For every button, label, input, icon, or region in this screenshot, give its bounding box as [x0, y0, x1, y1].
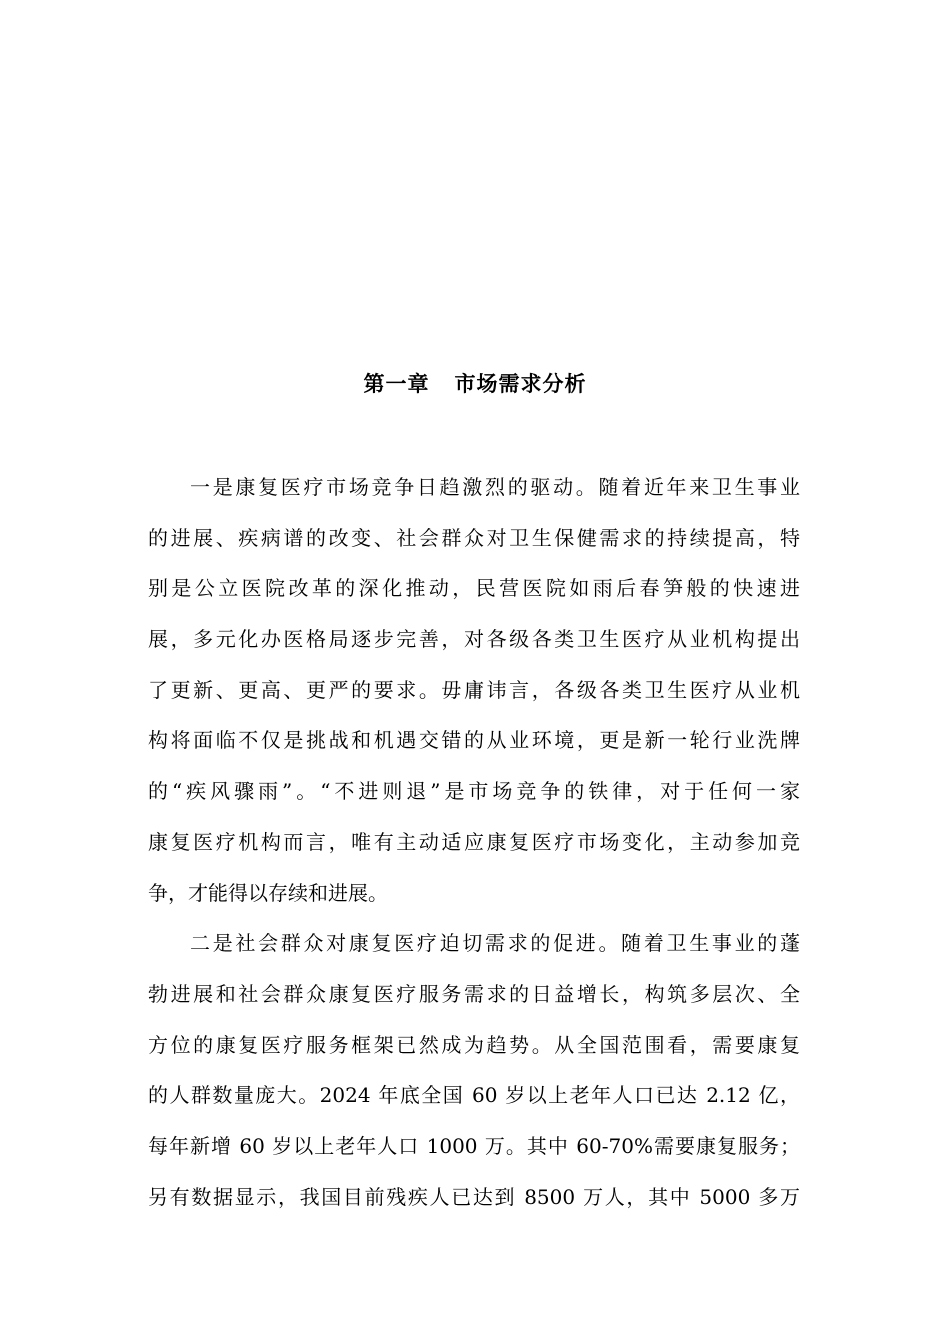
paragraph-1 [148, 462, 800, 918]
text-line: 另有数据显示，我国目前残疾人已达到 8500 万人，其中 5000 多万 [148, 1184, 800, 1209]
text-line: 康复医疗机构而言，唯有主动适应康复医疗市场变化，主动参加竞 [148, 829, 800, 854]
text-line: 了更新、更高、更严的要求。毋庸讳言，各级各类卫生医疗从业机 [148, 677, 800, 702]
body-text [148, 462, 800, 1222]
text-line: 别是公立医院改革的深化推动，民营医院如雨后春笋般的快速进 [148, 576, 800, 601]
text-line: 方位的康复医疗服务框架已然成为趋势。从全国范围看，需要康复 [148, 1032, 800, 1057]
text-line: 一是康复医疗市场竞争日趋激烈的驱动。随着近年来卫生事业 [190, 475, 800, 499]
text-line: 勃进展和社会群众康复医疗服务需求的日益增长，构筑多层次、全 [148, 981, 800, 1006]
text-line: 的“疾风骤雨”。“不进则退”是市场竞争的铁律，对于任何一家 [148, 779, 800, 804]
chapter-title: 第一章 市场需求分析 [363, 371, 587, 396]
text-line: 的进展、疾病谱的改变、社会群众对卫生保健需求的持续提高，特 [148, 525, 800, 550]
text-line: 的人群数量庞大。2024 年底全国 60 岁以上老年人口已达 2.12 亿， [148, 1083, 800, 1108]
paragraph-2 [148, 918, 800, 1222]
text-line: 二是社会群众对康复医疗迫切需求的促进。随着卫生事业的蓬 [190, 931, 800, 956]
text-line: 每年新增 60 岁以上老年人口 1000 万。其中 60-70%需要康复服务； [148, 1133, 800, 1158]
text-line: 争，才能得以存续和进展。 [148, 880, 388, 905]
text-line: 展，多元化办医格局逐步完善，对各级各类卫生医疗从业机构提出 [148, 627, 800, 652]
text-line: 构将面临不仅是挑战和机遇交错的从业环境，更是新一轮行业洗牌 [148, 728, 800, 753]
